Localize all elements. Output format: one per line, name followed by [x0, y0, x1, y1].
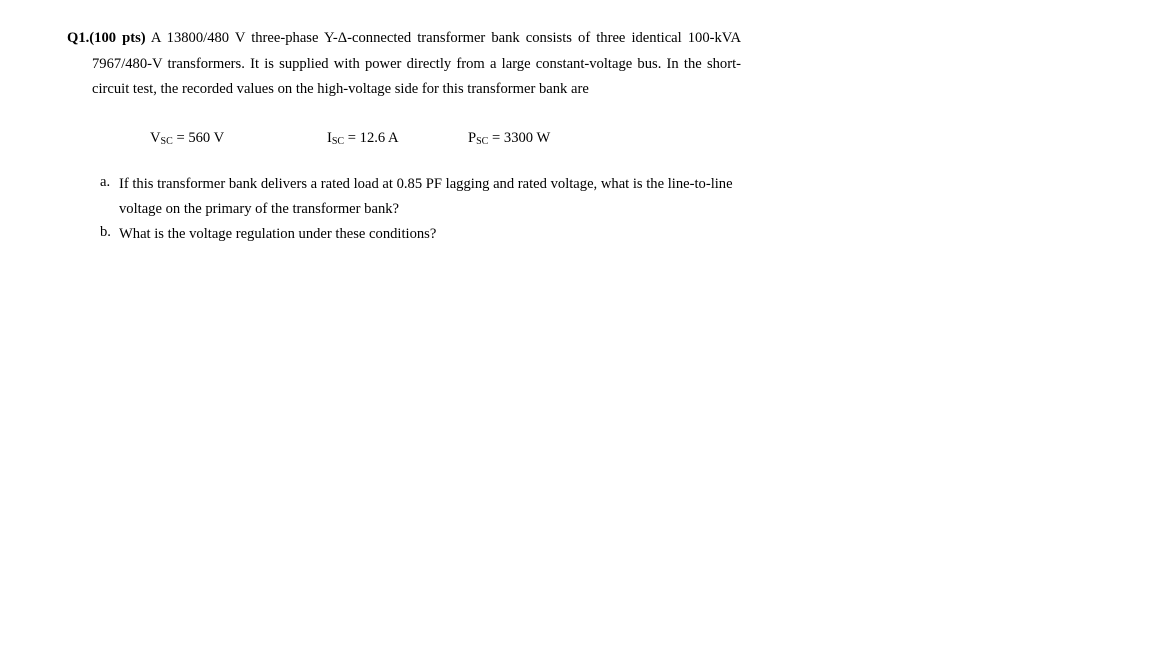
question-parts-list	[100, 174, 760, 249]
short-circuit-values	[0, 130, 1152, 150]
part-a-line-2: voltage on the primary of the transformer bank?	[119, 201, 400, 217]
question-line-2: 7967/480-V transformers. It is supplied with power directly from a large constant-voltage bus. In the short-	[92, 55, 741, 72]
part-b	[100, 224, 760, 249]
vsc-value: $V_{SC} = 560$ V	[150, 130, 225, 147]
part-b-label: b.	[100, 224, 111, 240]
question-block	[67, 28, 747, 105]
part-b-line-1: What is the voltage regulation under these conditions?	[119, 226, 437, 242]
part-a-label: a.	[100, 174, 111, 190]
question-text-line-1: A 13800/480 V three-phase Y-Δ-connected transformer bank consists of three identical 100-kVA	[150, 30, 741, 46]
part-a-line-1: If this transformer bank delivers a rated load at 0.85 PF lagging and rated voltage, what is the line-to-line	[119, 176, 733, 192]
question-line-3: circuit test, the recorded values on the high-voltage side for this transformer bank are	[92, 81, 589, 97]
psc-value: $P_{SC} = 3300$ W	[468, 130, 551, 147]
question-line-1	[67, 28, 741, 54]
isc-value: $I_{SC} = 12.6$ A	[327, 130, 399, 147]
question-number: Q1.(100 pts)	[67, 30, 146, 46]
part-a	[100, 174, 760, 224]
